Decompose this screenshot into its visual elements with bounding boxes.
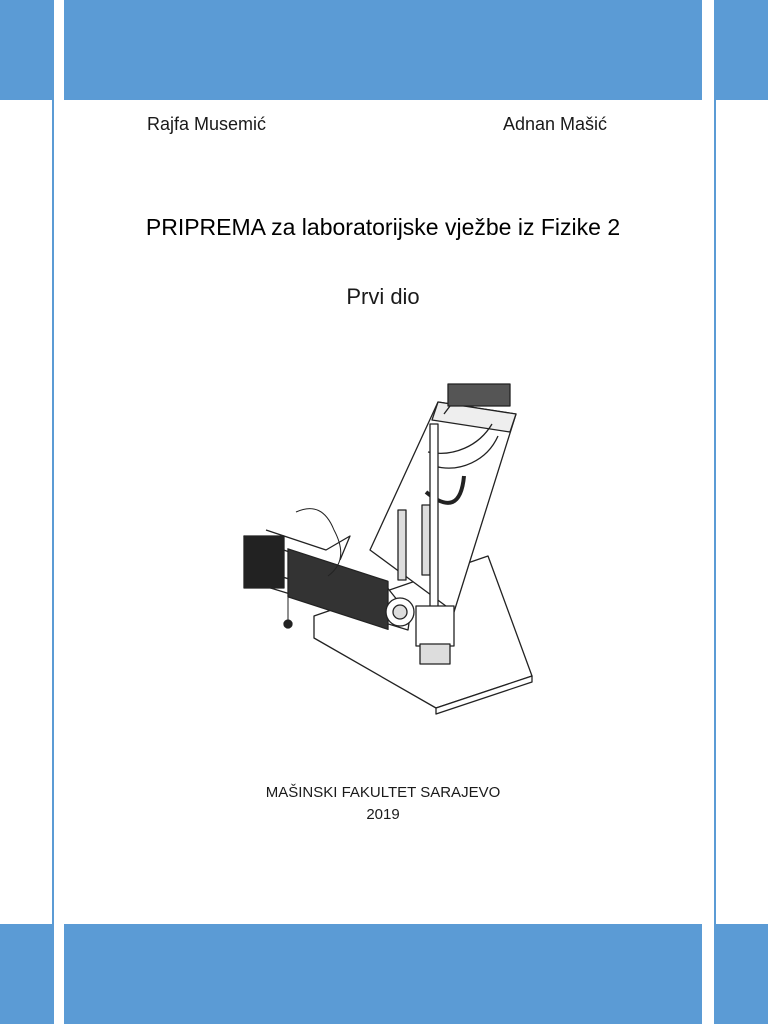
- ballistic-pendulum-apparatus-icon: [230, 380, 540, 720]
- bottom-center-band: [64, 924, 702, 1024]
- top-left-band: [0, 0, 52, 100]
- bottom-right-band: [716, 924, 768, 1024]
- right-border-line: [714, 0, 716, 1024]
- top-center-band: [64, 0, 702, 100]
- bottom-left-band: [0, 924, 52, 1024]
- publication-year: 2019: [366, 806, 400, 823]
- author-left: Rajfa Musemić: [147, 114, 267, 134]
- institution-name: MAŠINSKI FAKULTET SARAJEVO: [265, 784, 501, 801]
- author-right: Adnan Mašić: [503, 114, 608, 134]
- left-border-line: [52, 0, 54, 1024]
- document-title: PRIPREMA za laboratorijske vježbe iz Fizike 2: [145, 214, 621, 240]
- top-right-band: [716, 0, 768, 100]
- document-subtitle: Prvi dio: [346, 284, 420, 309]
